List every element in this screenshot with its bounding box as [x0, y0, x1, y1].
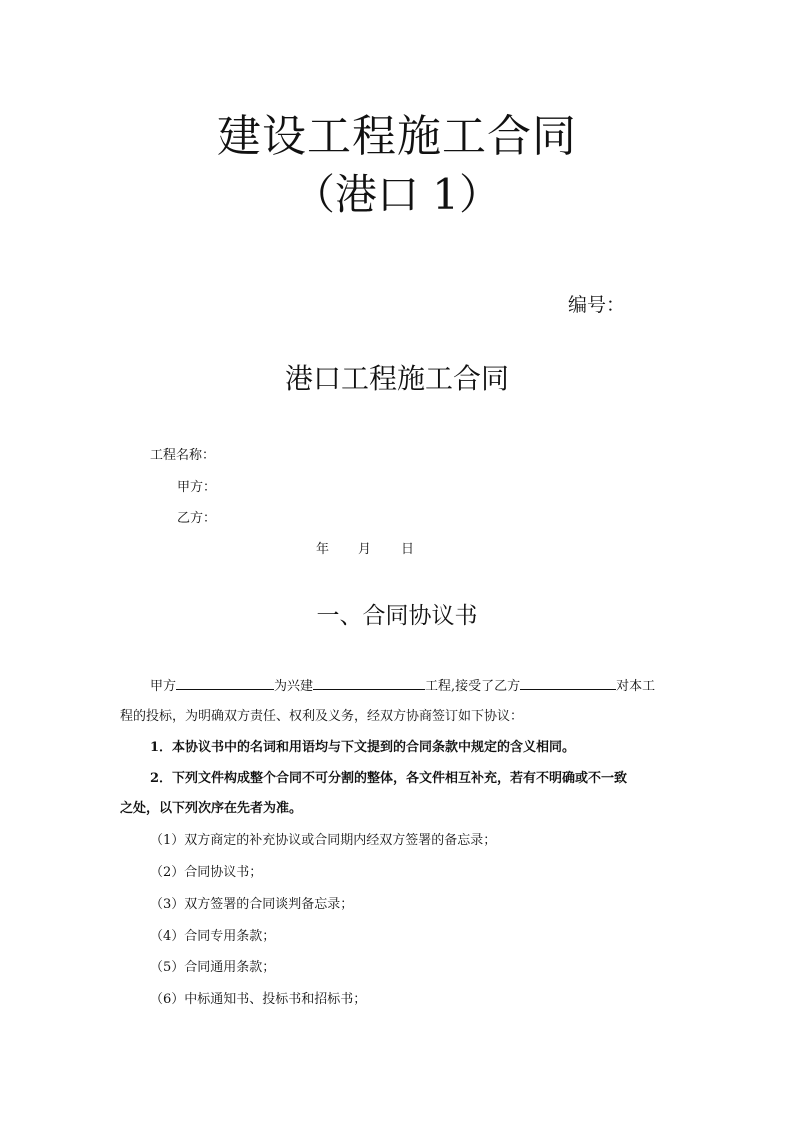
- intro-line-1: [150, 675, 655, 694]
- number-label: 编号：: [568, 294, 626, 316]
- clause-1: 1．本协议书中的名词和用语均与下文提到的合同条款中规定的含义相同。: [150, 740, 576, 755]
- party-a-label: 甲方：: [177, 480, 217, 495]
- intro-text: 对本工: [616, 679, 656, 694]
- list-item: （6）中标通知书、投标书和招标书；: [150, 992, 367, 1007]
- blank-line: [520, 677, 616, 690]
- document-subtitle: （港口 1）: [292, 170, 502, 219]
- list-item: （3）双方签署的合同谈判备忘录；: [150, 897, 354, 912]
- section-heading: 一、合同协议书: [316, 603, 478, 629]
- day-label: 日: [401, 542, 415, 557]
- list-item: （2）合同协议书；: [150, 865, 263, 880]
- intro-text: 为兴建: [274, 679, 314, 694]
- list-item: （1）双方商定的补充协议或合同期内经双方签署的备忘录；: [150, 833, 497, 848]
- blank-line: [176, 677, 274, 690]
- month-label: 月: [358, 542, 372, 557]
- project-name-label: 工程名称：: [150, 448, 216, 463]
- clause-2-line-2: 之处，以下列次序在先者为准。: [120, 801, 303, 816]
- blank-line: [313, 677, 425, 690]
- intro-line-2: 程的投标，为明确双方责任、权利及义务，经双方协商签订如下协议：: [120, 709, 524, 724]
- year-label: 年: [316, 542, 330, 557]
- clause-2-line-1: 2．下列文件构成整个合同不可分割的整体，各文件相互补充，若有不明确或不一致: [150, 771, 628, 786]
- contract-name: 港口工程施工合同: [284, 362, 509, 395]
- intro-text: 甲方: [150, 679, 177, 694]
- list-item: （5）合同通用条款；: [150, 960, 276, 975]
- document-title: 建设工程施工合同: [217, 111, 577, 162]
- list-item: （4）合同专用条款；: [150, 929, 276, 944]
- intro-text: 工程,接受了乙方: [425, 679, 521, 694]
- party-b-label: 乙方：: [177, 511, 217, 526]
